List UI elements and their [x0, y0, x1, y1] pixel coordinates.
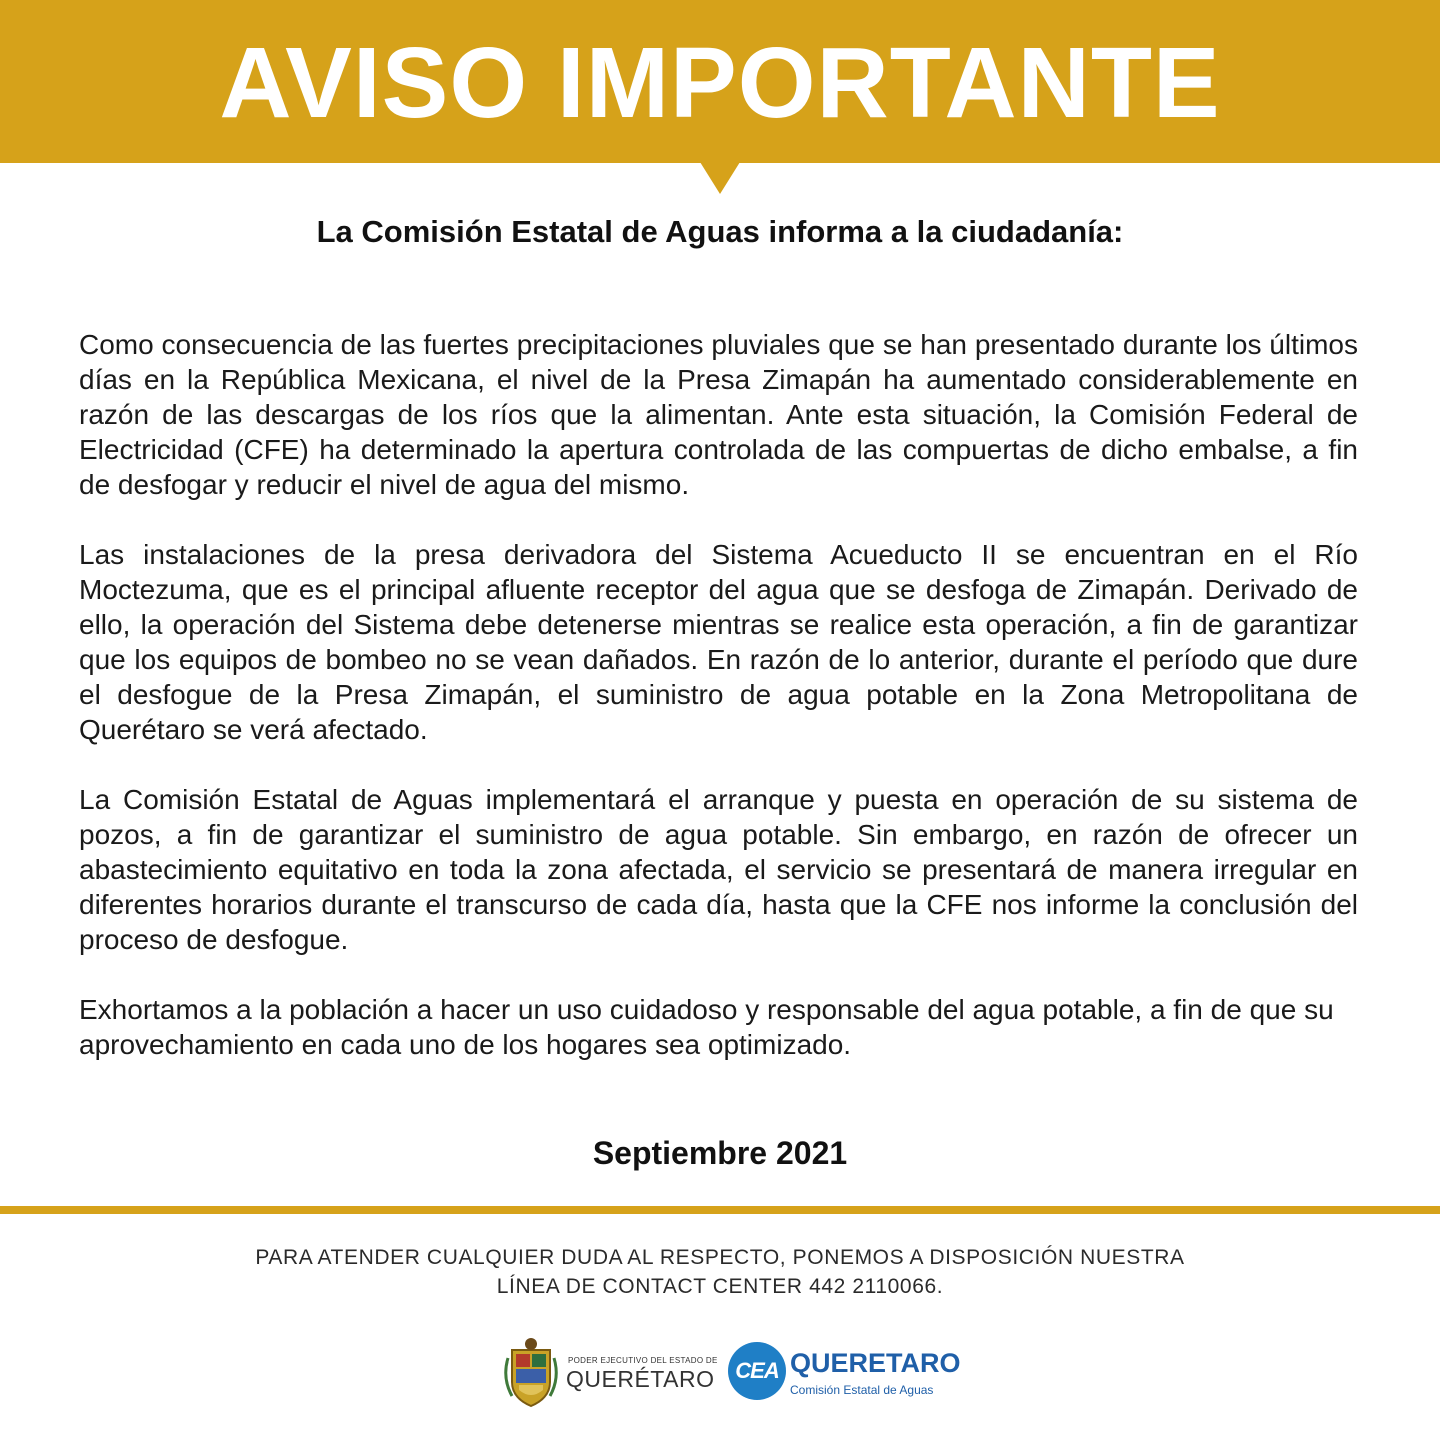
page-title: AVISO IMPORTANTE: [219, 27, 1221, 139]
contact-line: PARA ATENDER CUALQUIER DUDA AL RESPECTO, PONEMOS A DISPOSICIÓN NUESTRA: [255, 1246, 1185, 1269]
notice-body: [79, 327, 1358, 1062]
notice-date: Septiembre 2021: [592, 1135, 848, 1171]
contact-info: [0, 1243, 1440, 1301]
paragraph: Exhortamos a la población a hacer un uso cuidadoso y responsable del agua potable, a fin de que su aprovechamiento en cada uno de los hogares sea optimizado.: [79, 994, 1334, 1060]
cea-name: QUERETARO: [790, 1348, 961, 1378]
state-name: QUERÉTARO: [566, 1366, 715, 1392]
footer-divider: [0, 1206, 1440, 1214]
cea-subtitle: Comisión Estatal de Aguas: [790, 1383, 934, 1397]
contact-line: LÍNEA DE CONTACT CENTER 442 2110066.: [496, 1275, 944, 1298]
cea-logo: [726, 1336, 961, 1410]
paragraph: La Comisión Estatal de Aguas implementará el arranque y puesta en operación de su sistema de pozos, a fin de garantizar el suministro de agua potable. Sin embargo, en razón de ofrecer un abastecimiento equitativo en toda la zona afectada, el servicio se presentará de manera irregular en diferentes horarios durante el transcurso de cada día, hasta que la CFE nos informe la conclusión del proceso de desfogue.: [79, 784, 1358, 955]
cea-badge: [728, 1342, 786, 1400]
government-label: PODER EJECUTIVO DEL ESTADO DE: [568, 1356, 718, 1365]
queretaro-government-logo: [500, 1336, 718, 1410]
banner-pointer: [700, 162, 740, 194]
cea-badge-text: CEA: [735, 1358, 779, 1383]
state-crest-icon: [500, 1336, 562, 1410]
paragraph: Las instalaciones de la presa derivadora del Sistema Acueducto II se encuentran en el Río Moctezuma, que es el principal afluente receptor del agua que se desfoga de Zimapán. Derivado de ello, la operación del Sistema debe detenerse mientras se realice esta operación, a fin de garantizar que los equipos de bombeo no se vean dañados. En razón de lo anterior, durante el período que dure el desfogue de la Presa Zimapán, el suministro de agua potable en la Zona Metropolitana de Querétaro se verá afectado.: [79, 539, 1358, 745]
paragraph: Como consecuencia de las fuertes precipitaciones pluviales que se han presentado durante los últimos días en la República Mexicana, el nivel de la Presa Zimapán ha aumentado considerablemente en razón de las descargas de los ríos que la alimentan. Ante esta situación, la Comisión Federal de Electricidad (CFE) ha determinado la apertura controlada de las compuertas de dicho embalse, a fin de desfogar y reducir el nivel de agua del mismo.: [79, 329, 1358, 500]
intro-heading: La Comisión Estatal de Aguas informa a la ciudadanía:: [316, 214, 1124, 249]
